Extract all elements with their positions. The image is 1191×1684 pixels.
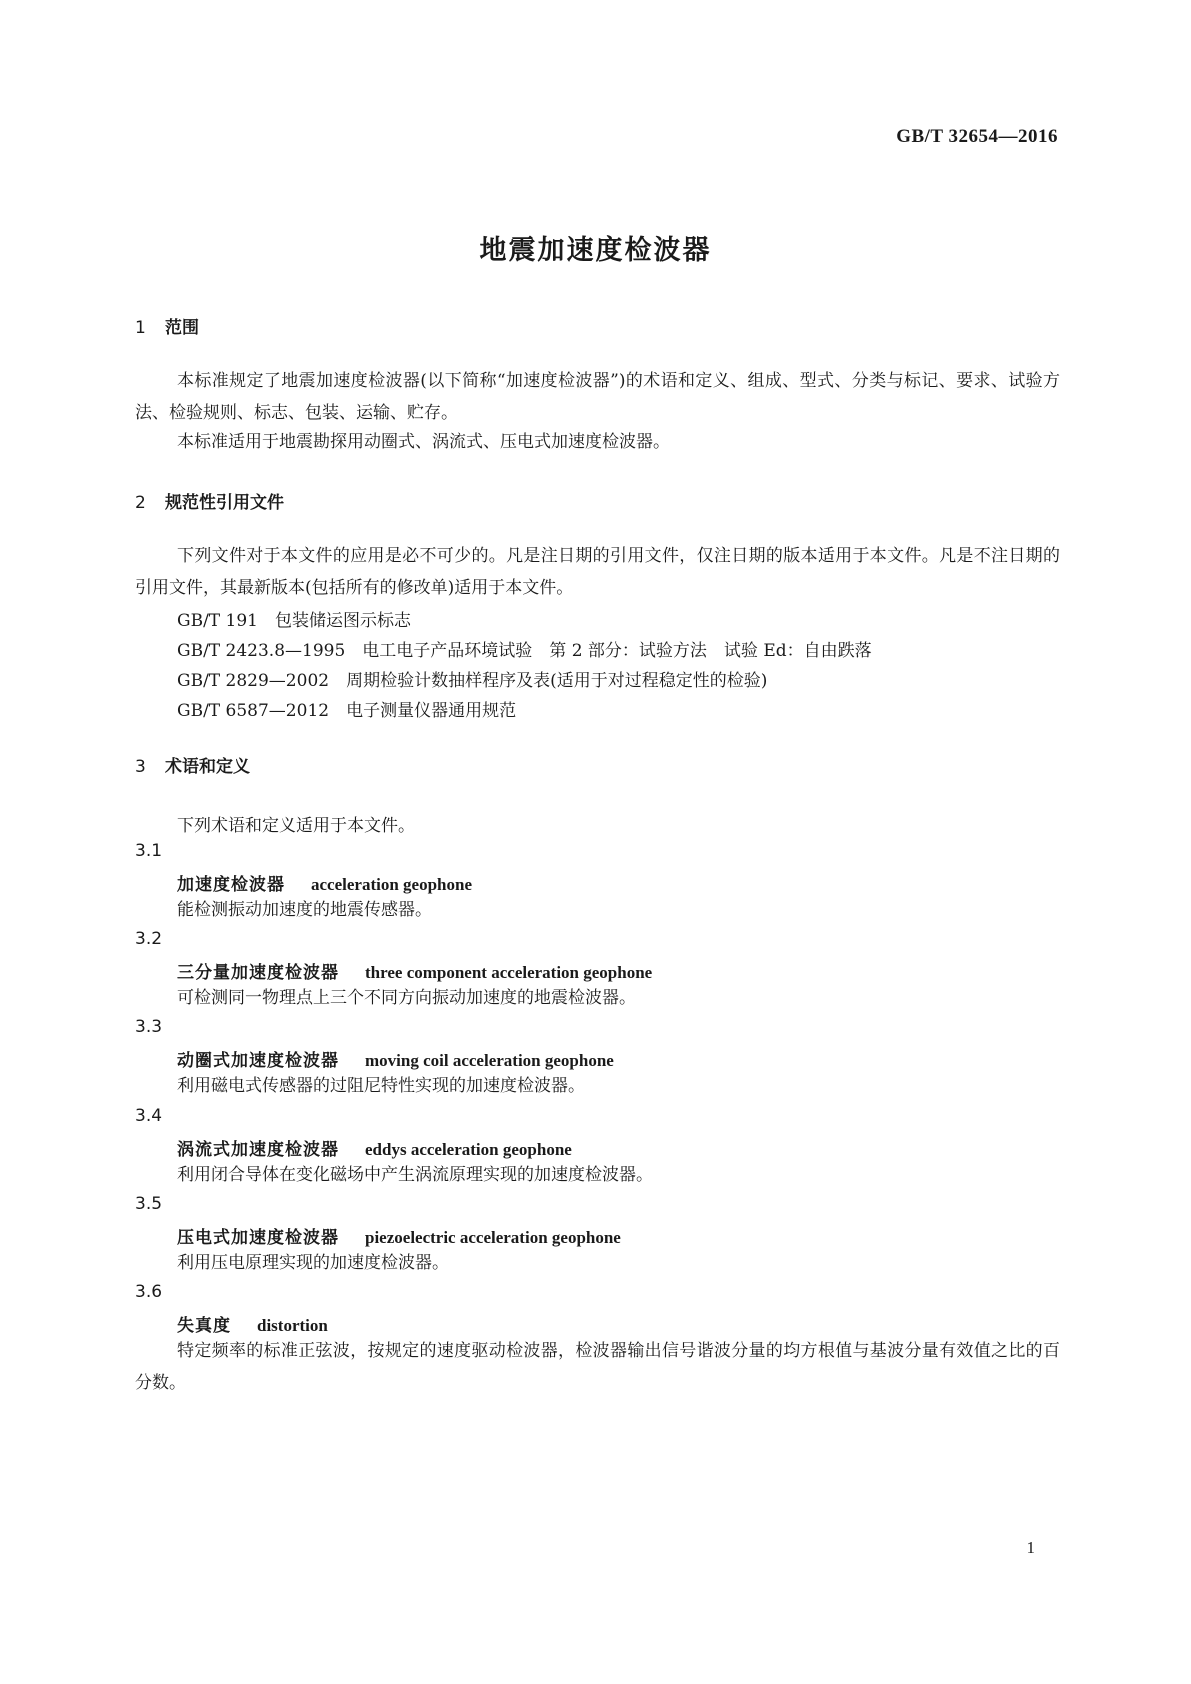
term-definition: 可检测同一物理点上三个不同方向振动加速度的地震检波器。	[177, 988, 636, 1008]
term-number: 3.6	[135, 1282, 163, 1302]
term-english: three component acceleration geophone	[365, 963, 653, 982]
section-3-intro: 下列术语和定义适用于本文件。	[177, 816, 415, 836]
section-number: 3	[135, 757, 146, 777]
reference-item: GB/T 6587—2012 电子测量仪器通用规范	[177, 701, 517, 721]
term-number: 3.3	[135, 1017, 163, 1037]
term-chinese: 涡流式加速度检波器	[177, 1140, 339, 1160]
reference-item: GB/T 2423.8—1995 电工电子产品环境试验 第 2 部分：试验方法 试验 Ed：自由跌落	[177, 641, 872, 661]
reference-item: GB/T 191 包装储运图示标志	[177, 611, 411, 631]
term-english: piezoelectric acceleration geophone	[365, 1228, 621, 1247]
term-chinese: 动圈式加速度检波器	[177, 1051, 339, 1071]
section-title: 术语和定义	[165, 757, 250, 777]
term-definition: 能检测振动加速度的地震传感器。	[177, 900, 432, 920]
reference-item: GB/T 2829—2002 周期检验计数抽样程序及表(适用于对过程稳定性的检验)	[177, 671, 768, 691]
section-title: 范围	[165, 318, 199, 338]
page-number: 1	[1026, 1538, 1035, 1557]
term-chinese: 失真度	[177, 1316, 231, 1336]
term-english: eddys acceleration geophone	[365, 1140, 572, 1159]
term-definition: 特定频率的标准正弦波，按规定的速度驱动检波器，检波器输出信号谐波分量的均方根值与基波分量有效值之比的百分数。	[135, 1341, 1060, 1393]
section-3-heading	[135, 752, 250, 777]
section-number: 2	[135, 493, 146, 513]
term-english: acceleration geophone	[311, 875, 472, 894]
term-number: 3.1	[135, 841, 163, 861]
section-1-paragraph-1: 本标准规定了地震加速度检波器(以下简称“加速度检波器”)的术语和定义、组成、型式、分类与标记、要求、试验方法、检验规则、标志、包装、运输、贮存。	[135, 371, 1060, 423]
section-2-heading	[135, 488, 284, 513]
term-definition: 利用磁电式传感器的过阻尼特性实现的加速度检波器。	[177, 1076, 585, 1096]
term-heading	[177, 1046, 614, 1071]
term-chinese: 三分量加速度检波器	[177, 963, 339, 983]
section-1-paragraph-2: 本标准适用于地震勘探用动圈式、涡流式、压电式加速度检波器。	[177, 432, 670, 452]
section-number: 1	[135, 318, 146, 338]
term-heading	[177, 870, 472, 895]
term-heading	[177, 958, 652, 983]
term-definition: 利用闭合导体在变化磁场中产生涡流原理实现的加速度检波器。	[177, 1165, 653, 1185]
term-number: 3.2	[135, 929, 163, 949]
term-english: distortion	[257, 1316, 328, 1335]
section-2-paragraph: 下列文件对于本文件的应用是必不可少的。凡是注日期的引用文件，仅注日期的版本适用于本文件。凡是不注日期的引用文件，其最新版本(包括所有的修改单)适用于本文件。	[135, 546, 1060, 598]
term-heading	[177, 1223, 621, 1248]
term-definition: 利用压电原理实现的加速度检波器。	[177, 1253, 449, 1273]
term-heading	[177, 1311, 328, 1336]
term-number: 3.4	[135, 1106, 163, 1126]
document-title: 地震加速度检波器	[479, 235, 712, 266]
term-chinese: 压电式加速度检波器	[177, 1228, 339, 1248]
term-number: 3.5	[135, 1194, 163, 1214]
section-1-heading	[135, 313, 199, 338]
standard-code: GB/T 32654—2016	[896, 126, 1058, 147]
term-heading	[177, 1135, 572, 1160]
section-title: 规范性引用文件	[165, 493, 284, 513]
term-english: moving coil acceleration geophone	[365, 1051, 614, 1070]
term-chinese: 加速度检波器	[177, 875, 285, 895]
